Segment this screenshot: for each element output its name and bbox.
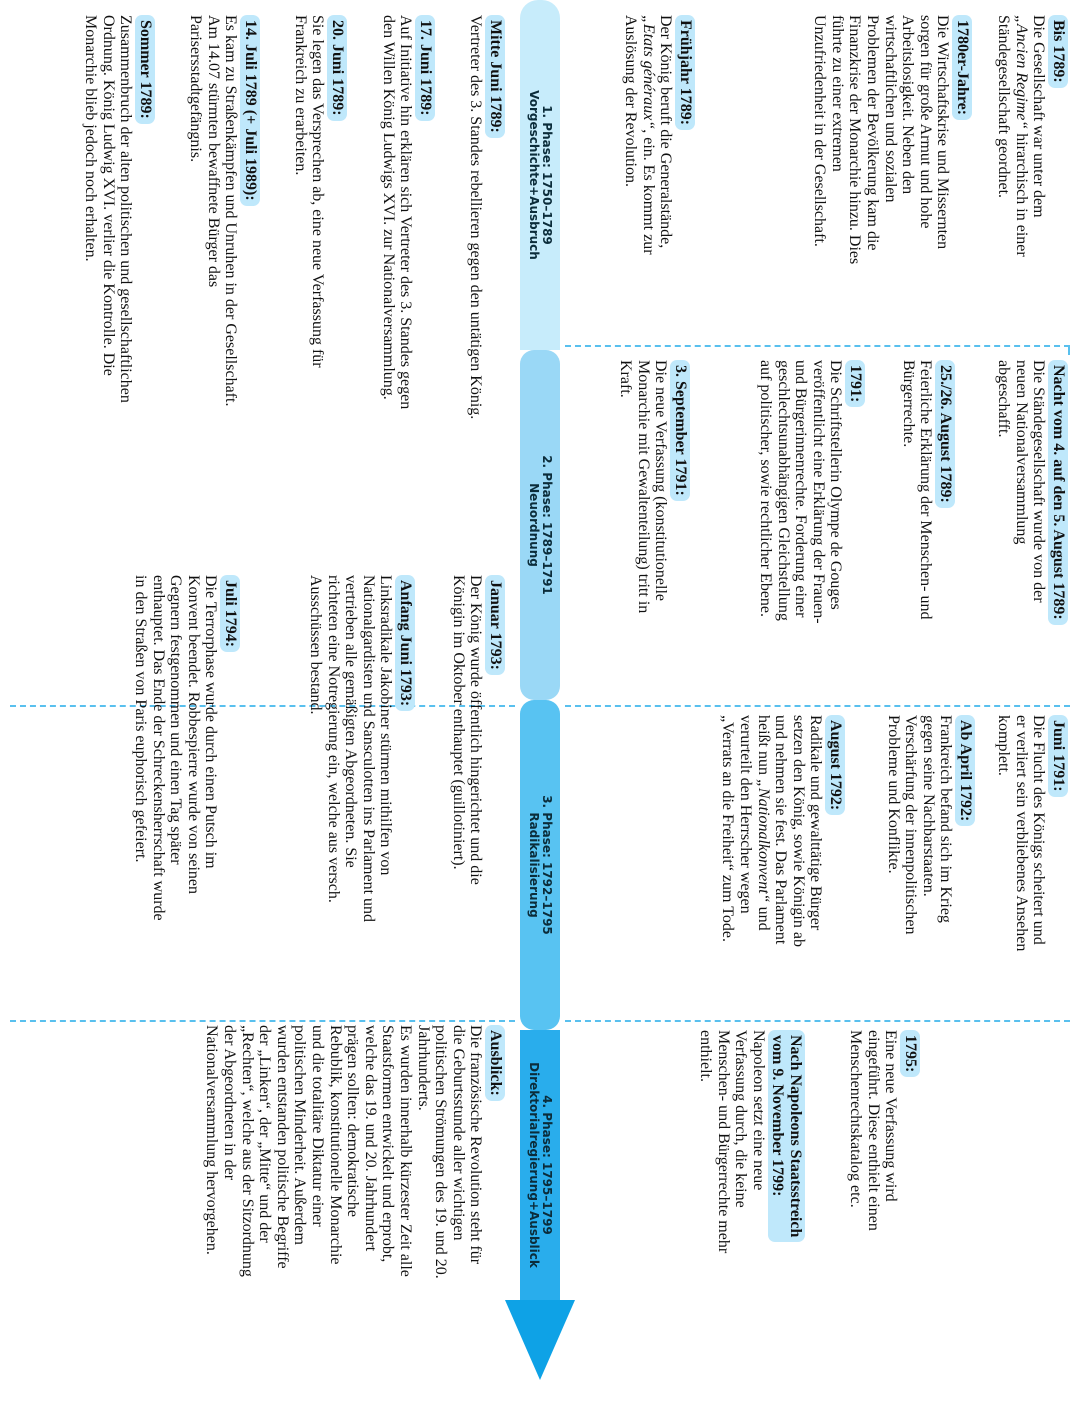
divider-phase3-lower bbox=[10, 1020, 515, 1022]
event-text: Die Ständegesellschaft wurde von der neuen Nationalversammlung abgeschafft. bbox=[995, 360, 1048, 603]
event-1780er-jahre bbox=[811, 15, 972, 335]
event-label: August 1792: bbox=[825, 715, 845, 815]
divider-phase1 bbox=[565, 345, 1070, 347]
event-label: Frühjahr 1789: bbox=[675, 15, 695, 130]
event-label: Mitte Juni 1789: bbox=[485, 15, 505, 138]
event-ausblick bbox=[203, 1025, 505, 1355]
phase-4-subtitle: Direktorialregierung+Ausblick bbox=[527, 1062, 541, 1268]
event-text: Die Flucht des Königs scheitert und er verliert sein verbliebenes Ansehen komplett. bbox=[995, 715, 1048, 952]
event-november-1799 bbox=[696, 1030, 805, 1300]
phase-label-3 bbox=[520, 700, 560, 1030]
phase-2-title: 2. Phase: 1789–1791 bbox=[540, 455, 554, 595]
event-label: Bis 1789: bbox=[1048, 15, 1068, 88]
event-text: Zusammenbruch der alten politischen und gesellschaftlichen Ordnung. König Ludwig XVI. verlier die Kontrolle. Die Monarchie blieb jedoch noch erhalten. bbox=[82, 15, 135, 403]
event-bis-1789 bbox=[995, 15, 1068, 335]
event-text: Die französische Revolution steht für die Geburtsstunde aller wichtigen politischen Strömungen des 19. und 20. Jahrhunderts. Es wurden innerhalb kürzester Zeit alle Staatsformen entwickelt und erprobt, welche das 19. und 20. Jahrhundert prägen sollten: demokratische Rebublik, konstitutionelle Monarchie und die totalitäre Diktatur einer politischen Minderheit. Außerdem wurden entstanden politische Begriffe der „Linken“, der „Mitte“ und der „Rechten“, welche aus der Sitzordnung der Abgeordneten in der Nationalversammlung hervorgehen. bbox=[203, 1025, 485, 1279]
event-20-juni-1789 bbox=[291, 15, 347, 535]
timeline-arrowhead bbox=[505, 1300, 575, 1380]
event-label: Juli 1794: bbox=[220, 575, 240, 652]
event-anfang-juni-1793 bbox=[306, 575, 415, 1015]
event-text: Napoleon setzt eine neue Verfassung durch, die keine Menschen- und Bürgerrechte mehr enthielt. bbox=[697, 1030, 767, 1254]
event-mitte-juni-1789 bbox=[467, 15, 505, 535]
divider-phase1-top bbox=[1068, 345, 1070, 355]
event-juli-1794 bbox=[131, 575, 240, 1015]
event-text-part: Radikale und gewalttätige Bürger setzen den König, sowie Königin ab und nehmen sie fest. Das Parlament heißt nun bbox=[754, 715, 825, 947]
event-label: 3. September 1791: bbox=[670, 360, 690, 501]
event-label: Januar 1793: bbox=[485, 575, 505, 675]
event-1795 bbox=[847, 1030, 920, 1300]
event-label: Anfang Juni 1793: bbox=[395, 575, 415, 711]
event-label: 14. Juli 1789 (+ Juli 1989): bbox=[240, 15, 260, 206]
event-text-part: hirarchisch in einer Ständegesellschaft geordnet. bbox=[995, 15, 1030, 257]
phase-3-subtitle: Radikalisierung bbox=[527, 812, 541, 918]
event-text: Die Terrorphase wurde durch einen Putsch im Konvent beendet. Robbespierre wurde von seinen Gegnern festgenommen und einen Tag später enthauptet. Das Ende der Schreckensherrschaft wurde in den Straßen von Paris euphorisch gefeiert. bbox=[132, 575, 220, 921]
event-label: 25./26. August 1789: bbox=[935, 360, 955, 508]
event-august-1792 bbox=[719, 715, 845, 1015]
event-label: Ausblick: bbox=[485, 1025, 505, 1101]
event-25-26-august-1789 bbox=[899, 360, 955, 700]
divider-phase2-upper bbox=[565, 705, 1070, 707]
event-label: 1795: bbox=[900, 1030, 920, 1077]
divider-phase2-lower bbox=[10, 705, 515, 707]
event-label: 17. Juni 1789: bbox=[415, 15, 435, 121]
event-text: Sie legen das Versprechen ab, eine neue Verfassung für Frankreich zu erarbeiten. bbox=[291, 15, 327, 368]
event-text: Eine neue Verfassung wird eingeführt. Diese enthielt einen Menschenrechtskatalog etc. bbox=[847, 1030, 900, 1231]
event-text-part: und verurteilt den Herrscher wegen „Verrats an die Freiheit“ zum Tode. bbox=[719, 715, 772, 942]
event-text-italic: „Etats généraux“ bbox=[639, 15, 657, 130]
event-januar-1793 bbox=[449, 575, 505, 1015]
event-text: Der König wurde öffentlich hingerichtet und die Königin im Oktober enthauptet (guillotiniert). bbox=[449, 575, 485, 885]
event-text: Die neue Verfassung (konstitutionelle Monarchie mit Gewaltenteilung) tritt in Kraft. bbox=[617, 360, 670, 614]
phase-1-title: 1. Phase: 1750–1789 bbox=[540, 105, 554, 245]
event-label: Juni 1791: bbox=[1048, 715, 1068, 797]
phase-2-subtitle: Neuordnung bbox=[527, 483, 541, 567]
phase-label-2 bbox=[520, 350, 560, 700]
event-text-part: , ein. Es kommt zur Auslösung der Revolution. bbox=[622, 15, 657, 255]
event-nacht-4-august-1789 bbox=[995, 360, 1068, 700]
event-text-part: Die Gesellschaft war unter dem bbox=[1030, 15, 1048, 218]
event-fruehjahr-1789 bbox=[622, 15, 695, 335]
event-text: Die Schriftstellerin Olympe de Gouges veröffentlicht eine Erklärung der Frauen- und Bürgerinnenrechte. Forderung einer geschlechtsunabhängigen Gleichstellung auf politischer, sowie rechtlicher Ebene. bbox=[757, 360, 845, 624]
phase-3-title: 3. Phase: 1792–1795 bbox=[540, 795, 554, 935]
event-text: Linksradikale Jakobiner stürmen mithilfen von Nationalgardisten und Sansculotten ins Parlament und vertrieben alle gemäßigten Abgeordneten. Sie richteten eine Notregierung ein, welche aus versch. Ausschüssen bestand. bbox=[307, 575, 395, 923]
event-text-italic: „Nationalkonvent“ bbox=[754, 779, 772, 903]
event-3-september-1791 bbox=[617, 360, 690, 700]
event-label: Sommer 1789: bbox=[135, 15, 155, 124]
event-17-juni-1789 bbox=[379, 15, 435, 535]
event-label: Nach Napoleons Staatsstreich vom 9. November 1799: bbox=[768, 1030, 805, 1242]
event-text: Frankreich befand sich im Krieg gegen seine Nachbarstaaten. Verschärfung der innenpolitischen Probleme und Konflikte. bbox=[884, 715, 955, 935]
event-text: Feierliche Erklärung der Menschen- und Bürgerrechte. bbox=[899, 360, 935, 620]
divider-phase3-upper bbox=[565, 1020, 1070, 1022]
event-text bbox=[622, 15, 675, 335]
event-text: Es kam zu Straßenkämpfen und Unruhen in der Gesellschaft. Am 14.07 stürmten bewaffnete Bürger das Parisersstadtgefängnis. bbox=[187, 15, 240, 407]
event-juni-1791 bbox=[995, 715, 1068, 1015]
event-sommer-1789 bbox=[82, 15, 155, 535]
phase-1-subtitle: Vorgeschichte+Ausbruch bbox=[527, 90, 541, 260]
event-text: Die Wirtschaftskrise und Missernten sorgen für große Armut und hohe Arbeitslosigkeit. Neben den wirtschaftlichen und sozialen Problemen der Bevölkerung kam die Finanzkrise der Monarchie hinzu. Dies führte zu einer extremen Unzufriedenheit in der Gesellschaft. bbox=[811, 15, 952, 265]
event-14-juli-1789 bbox=[187, 15, 260, 535]
event-april-1792 bbox=[884, 715, 975, 1015]
event-label: Nacht vom 4. auf den 5. August 1789: bbox=[1048, 360, 1068, 625]
event-text bbox=[719, 715, 825, 1015]
event-text bbox=[995, 15, 1048, 335]
event-1791-olympe bbox=[756, 360, 865, 700]
event-label: Ab April 1792: bbox=[955, 715, 975, 826]
event-text: Auf Initiative hin erklären sich Vertreter des 3. Standes gegen den Willen König Ludwigs XVI. zur Nationalversammlung. bbox=[379, 15, 415, 410]
phase-label-1 bbox=[520, 0, 560, 350]
phase-4-title: 4. Phase: 1795–1799 bbox=[540, 1095, 554, 1235]
phase-label-4 bbox=[520, 1030, 560, 1300]
event-label: 20. Juni 1789: bbox=[327, 15, 347, 121]
event-label: 1780er-Jahre: bbox=[952, 15, 972, 120]
event-label: 1791: bbox=[845, 360, 865, 407]
event-text-part: Der König beruft die Generalstände, bbox=[657, 15, 675, 249]
event-text-italic: „Ancien Regime“ bbox=[1012, 15, 1030, 130]
event-text: Vertreter des 3. Standes rebellieren gegen den untätigen König. bbox=[467, 15, 485, 420]
